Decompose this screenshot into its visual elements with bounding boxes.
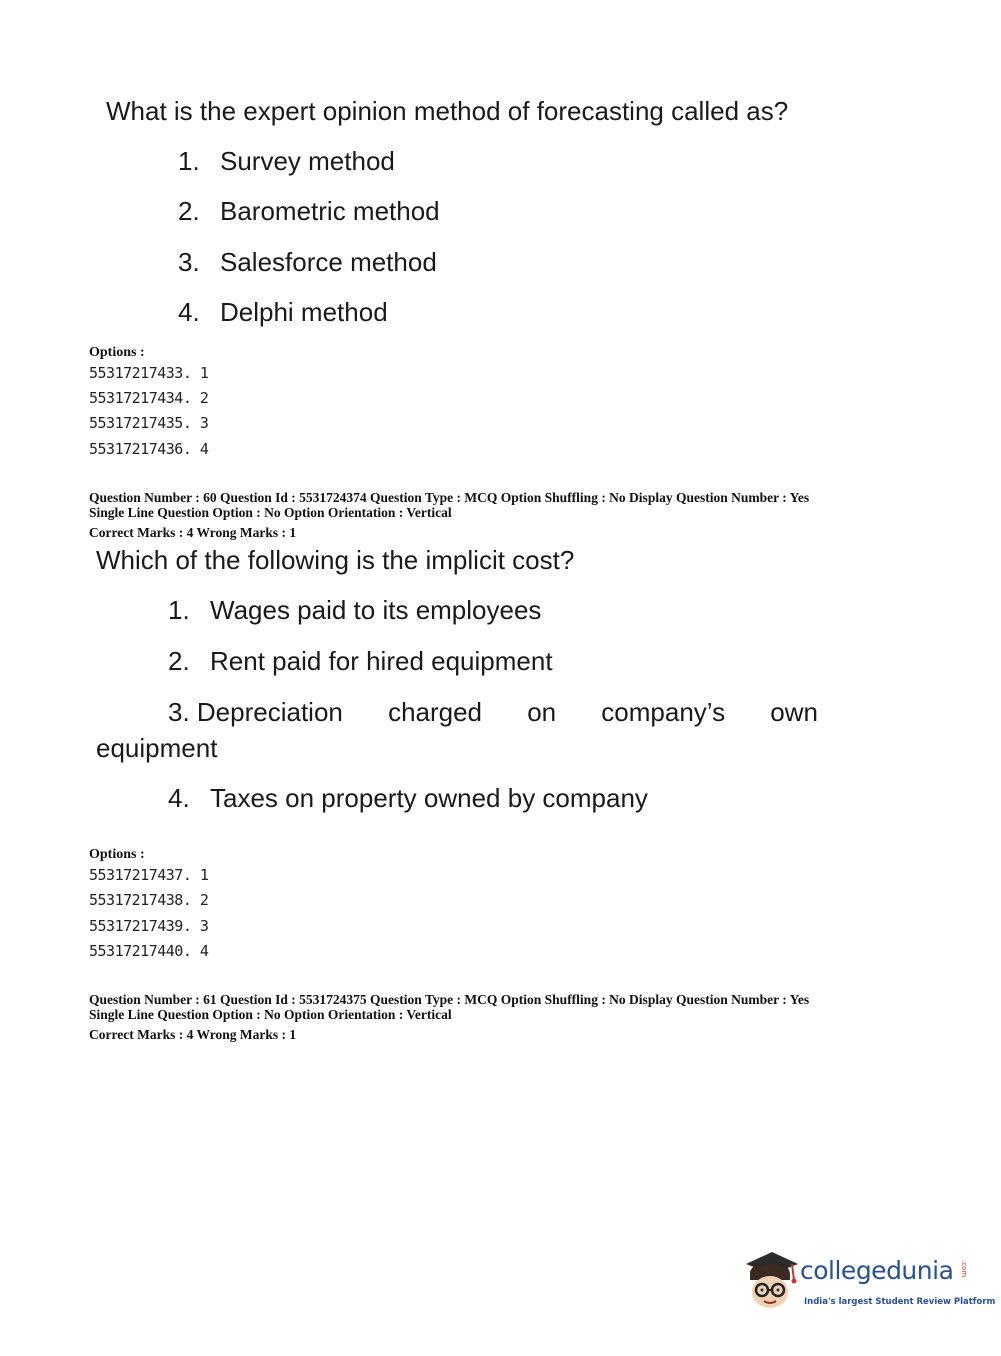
question-59-choice-1: 1. Survey method — [178, 146, 395, 176]
question-60-choice-1: 1. Wages paid to its employees — [168, 595, 542, 625]
option-id: 55317217438. 2 — [89, 891, 209, 909]
mascot-icon — [742, 1250, 800, 1312]
option-id: 55317217435. 3 — [89, 414, 209, 432]
question-60-text: Which of the following is the implicit cost? — [96, 545, 575, 575]
question-60-choice-4: 4. Taxes on property owned by company — [168, 783, 648, 813]
logo-tagline: India's largest Student Review Platform — [804, 1297, 996, 1307]
question-60-choice-3-wrap: equipment — [96, 733, 218, 763]
option-id: 55317217433. 1 — [89, 364, 209, 382]
logo-name: collegedunia — [800, 1256, 954, 1285]
question-60-marks: Correct Marks : 4 Wrong Marks : 1 — [89, 525, 297, 540]
question-59-choice-3: 3. Salesforce method — [178, 247, 437, 277]
question-59-choice-4: 4. Delphi method — [178, 297, 388, 327]
options-label: Options : — [89, 847, 145, 862]
options-label: Options : — [89, 345, 145, 360]
option-id: 55317217434. 2 — [89, 389, 209, 407]
question-60-meta: Question Number : 60 Question Id : 5531724374 Question Type : MCQ Option Shuffling : No Display Question Number : Yes Single Line Question Option : No Option Orientation : Vertical — [89, 490, 810, 520]
collegedunia-logo — [742, 1250, 996, 1320]
option-id: 55317217437. 1 — [89, 866, 209, 884]
question-59-choice-2: 2. Barometric method — [178, 196, 440, 226]
question-61-marks: Correct Marks : 4 Wrong Marks : 1 — [89, 1027, 297, 1042]
question-60-choice-2: 2. Rent paid for hired equipment — [168, 646, 553, 676]
option-id: 55317217439. 3 — [89, 917, 209, 935]
question-60-choice-3: 3. Depreciation charged on company’s own — [168, 697, 818, 727]
logo-suffix: .com — [960, 1260, 968, 1278]
option-id: 55317217436. 4 — [89, 440, 209, 458]
option-id: 55317217440. 4 — [89, 942, 209, 960]
question-61-meta: Question Number : 61 Question Id : 5531724375 Question Type : MCQ Option Shuffling : No Display Question Number : Yes Single Line Question Option : No Option Orientation : Vertical — [89, 992, 810, 1022]
question-59-text: What is the expert opinion method of forecasting called as? — [106, 96, 789, 126]
